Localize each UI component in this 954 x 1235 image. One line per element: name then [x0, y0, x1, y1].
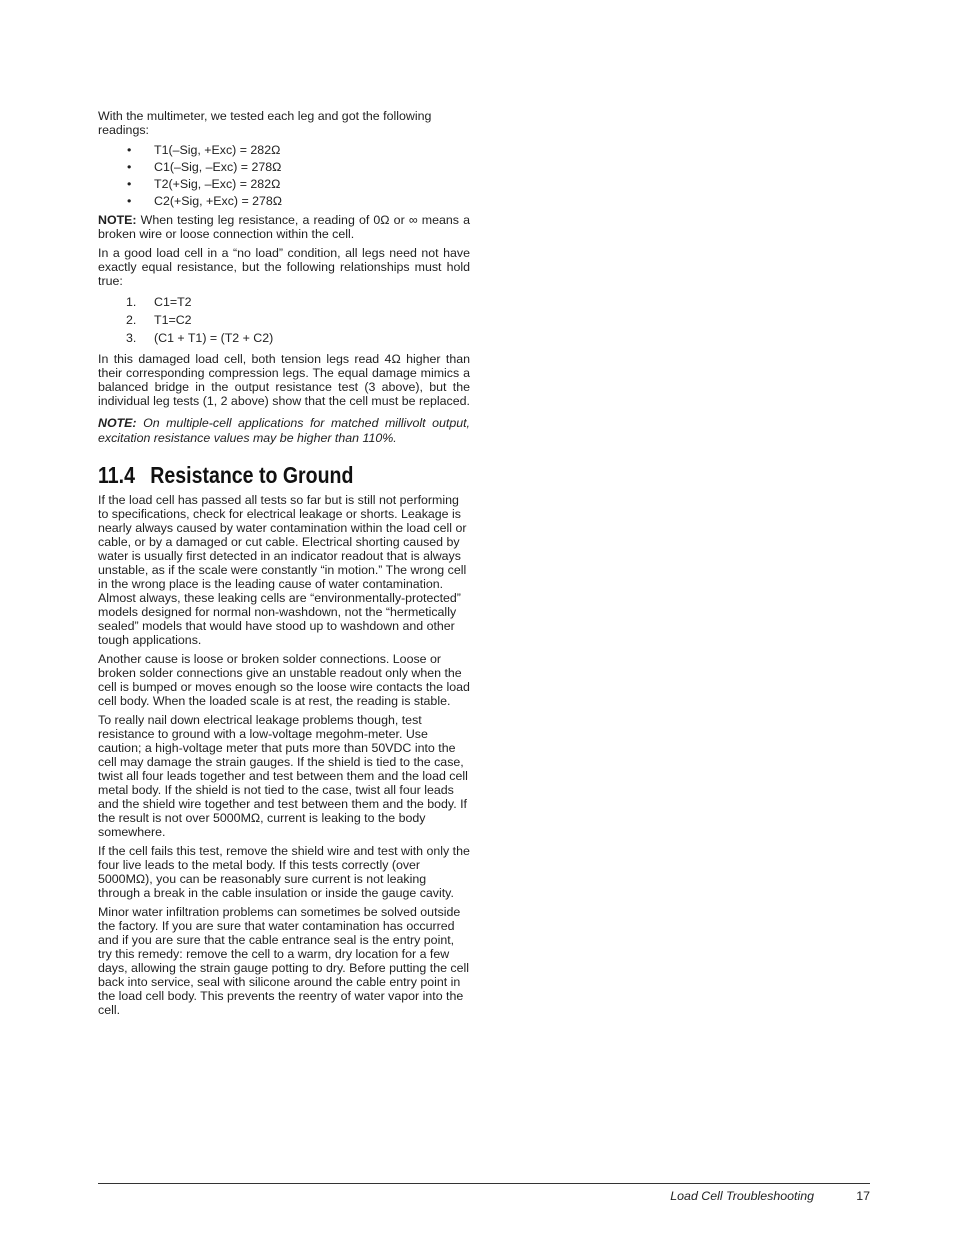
list-item [98, 293, 470, 311]
item-number: 2. [126, 313, 137, 327]
list-item: • C2(+Sig, +Exc) = 278Ω [98, 193, 470, 210]
section-heading [98, 462, 414, 488]
note-text: On multiple-cell applications for matched millivolt output, excitation resistance values may be higher than 110%. [98, 416, 470, 445]
page-number: 17 [856, 1189, 870, 1203]
list-item: • T2(+Sig, –Exc) = 282Ω [98, 176, 470, 193]
readings-list [98, 142, 470, 210]
item-number: 3. [126, 331, 137, 345]
item-number: 1. [126, 295, 137, 309]
note-label: NOTE: [98, 416, 137, 430]
note-multiple-cell [98, 416, 470, 446]
relationships-list [98, 293, 470, 347]
item-text: (C1 + T1) = (T2 + C2) [154, 331, 274, 345]
body-paragraph: If the cell fails this test, remove the shield wire and test with only the four live leads to the metal body. If this tests correctly (over 5000MΩ), you can be reasonably sure current is not leaking through a break in the cable insulation or inside the gauge cavity. [98, 844, 470, 900]
section-title: Resistance to Ground [150, 462, 354, 488]
list-item [98, 329, 470, 347]
damaged-cell-text: In this damaged load cell, both tension legs read 4Ω higher than their corresponding compression legs. The equal damage mimics a balanced bridge in the output resistance test (3 above), but the individual leg tests (1, 2 above) show that the cell must be replaced. [98, 352, 470, 408]
footer-divider [98, 1183, 870, 1184]
body-paragraph: If the load cell has passed all tests so far but is still not performing to specifications, check for electrical leakage or shorts. Leakage is nearly always caused by water contamination within the load cell or cable, or by a damaged or cut cable. Electrical shorting caused by water is usually first detected in an indicator readout that is always unstable, as if the scale were constantly “in motion.” The wrong cell in the wrong place is the leading cause of water contamination. Almost always, these leaking cells are “environmentally-protected” models designed for normal non-washdown, not the “hermetically sealed” models that would have stood up to washdown and other tough applications. [98, 493, 467, 647]
footer-title: Load Cell Troubleshooting [670, 1189, 814, 1203]
good-cell-text: In a good load cell in a “no load” condition, all legs need not have exactly equal resistance, but the following relationships must hold true: [98, 246, 470, 288]
intro-text: With the multimeter, we tested each leg and got the following readings: [98, 109, 432, 137]
list-item: • C1(–Sig, –Exc) = 278Ω [98, 159, 470, 176]
section-number: 11.4 [98, 462, 135, 488]
note-label: NOTE: [98, 213, 137, 227]
note-leg-resistance [98, 213, 470, 241]
list-item: • T1(–Sig, +Exc) = 282Ω [98, 142, 470, 159]
item-text: C1=T2 [154, 295, 192, 309]
item-text: T1=C2 [154, 313, 192, 327]
body-paragraph: Minor water infiltration problems can sometimes be solved outside the factory. If you are sure that water contamination has occurred and if you are sure that the cable entrance seal is the entry point, try this remedy: remove the cell to a warm, dry location for a few days, allowing the strain gauge potting to dry. Before putting the cell back into service, seal with silicone around the cable entry point in the load cell body. This prevents the reentry of water vapor into the cell. [98, 905, 470, 1017]
main-column [98, 109, 470, 1022]
list-item [98, 311, 470, 329]
note-text: When testing leg resistance, a reading of 0Ω or ∞ means a broken wire or loose connection within the cell. [98, 213, 470, 241]
body-paragraph: To really nail down electrical leakage problems though, test resistance to ground with a low-voltage megohm-meter. Use caution; a high-voltage meter that puts more than 50VDC into the cell may damage the strain gauges. If the shield is tied to the case, twist all four leads together and test between them and the load cell metal body. If the shield is not tied to the case, twist all four leads and the shield wire together and test between them and the body. If the result is not over 5000MΩ, current is leaking to the body somewhere. [98, 713, 468, 839]
body-paragraph: Another cause is loose or broken solder connections. Loose or broken solder connections give an unstable readout only when the cell is bumped or moves enough so the loose wire contacts the load cell body. When the loaded scale is at rest, the reading is stable. [98, 652, 470, 708]
